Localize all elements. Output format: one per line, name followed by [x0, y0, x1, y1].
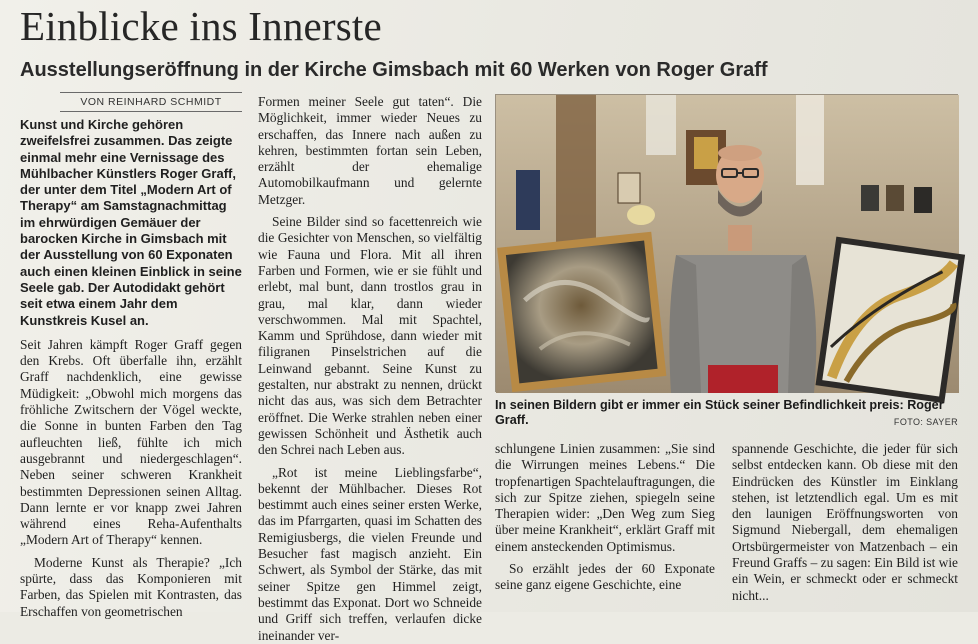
column-4: [732, 441, 958, 604]
headline: Einblicke ins Innerste: [20, 3, 382, 49]
lead-paragraph: Kunst und Kirche gehören zweifelsfrei zusammen. Das zeigte einmal mehr eine Vernissage des Mühlbacher Künstlers Roger Graff, der unter dem Titel „Modern Art of Therapy“ am Samstagnachmittag im ehrwürdigen Gemäuer der barocken Kirche in Gimsbach mit der Ausstellung von 60 Exponaten auch einen kleinen Einblick in seine Seele gab. Der Autodidakt gehört seit etwa einem Jahr dem Kunstkreis Kusel an.: [20, 117, 242, 328]
body-paragraph: „Rot ist meine Lieblingsfarbe“, bekennt der Mühlbacher. Dieses Rot bestimmt auch eines seiner ersten Werke, das im Pfarrgarten, quasi im Schatten des Remigiusbergs, die vielen Freunde und Besucher fast magisch anzieht. Ein Schwert, als Symbol der Stärke, das mit seiner Spitze gen Himmel zeigt, bestimmt das Exponat. Dort wo Schneide und Griff sich treffen, verlaufen dicke ineinander ver-: [258, 464, 482, 643]
column-2: [258, 94, 482, 644]
byline: VON REINHARD SCHMIDT: [80, 96, 222, 108]
body-paragraph: spannende Geschichte, die jeder für sich selbst entdecken kann. Ob diese mit den Eindrücken des Künstler im Einklang stehen, ist letztendlich egal. Um es mit den launigen Eröffnungsworten von Sigmund Niebergall, dem ehemaligen Ortsbürgermeister von Matzenbach – ein Freund Graffs – zu sagen: Ein Bild ist wie ein Wein, er schmeckt oder er schmeckt nicht...: [732, 441, 958, 603]
subheadline: Ausstellungseröffnung in der Kirche Gimsbach mit 60 Werken von Roger Graff: [20, 59, 768, 81]
body-paragraph: So erzählt jedes der 60 Exponate seine ganz eigene Geschichte, eine: [495, 561, 715, 593]
column-3: [495, 441, 715, 594]
body-paragraph: Formen meiner Seele gut taten“. Die Möglichkeit, immer wieder Neues zu erschaffen, das Innere nach außen zu kehren, bestimmten fortan sein Leben, erzählt der ehemalige Automobilkaufmann und gelernte Metzger.: [258, 94, 482, 207]
photo-illustration: [496, 95, 959, 393]
body-paragraph: schlungene Linien zusammen: „Sie sind die Wirrungen meines Lebens.“ Die tropfenartigen Spachtelauftragungen, die sich zur Spitze ziehen, spiegeln seine Therapien wider: „Den Weg zum Sieg über meine Krankheit“, erklärt Graff mit einem ansteckenden Optimismus.: [495, 441, 715, 554]
byline-rule-top: [60, 92, 242, 93]
artist-photo: [495, 94, 958, 392]
body-paragraph: Seine Bilder sind so facettenreich wie die Gesichter von Menschen, so vielfältig wie Fauna und Flora. Mit all ihren Farben und Formen, wie er sie fühlt und erlebt, mal bunt, dann trostlos grau in grau, mal klar, dann wieder verschwommen. Mal mit Spachtel, Kamm und Sprühdose, dann wieder mit filigranen Pinselstrichen auf die Leinwand gebannt. Seine Kunst zu gestalten, nur abstrakt zu nennen, drückt nicht das aus, was sich dem Betrachter eröffnet. Die Werke strahlen neben einer gewissen Schönheit und Ästhetik auch den Schrei nach Leben aus.: [258, 214, 482, 458]
body-paragraph: Moderne Kunst als Therapie? „Ich spürte, dass das Komponieren mit Farben, das Spielen mit Kontrasten, das Erschaffen von geometrischen: [20, 554, 242, 619]
byline-rule-bottom: [60, 111, 242, 112]
photo-caption: In seinen Bildern gibt er immer ein Stück seiner Befindlichkeit preis: Roger Graff.: [495, 398, 944, 427]
column-1: [20, 117, 242, 620]
photo-credit: FOTO: SAYER: [893, 417, 958, 427]
body-paragraph: Seit Jahren kämpft Roger Graff gegen den Krebs. Oft überfalle ihn, erzählt Graff nachdenklich, eine gewisse Müdigkeit: „Obwohl mich morgens das fröhliche Zwitschern der Vögel weckte, die Sonne in bunten Farben den Tag aufleuchten ließ, fühlte ich mich ausgebrannt und niedergeschlagen“. Neben seiner schweren Krankheit bestimmten Depressionen seinen Alltag. Dann lernte er vor knapp zwei Jahren während eines Reha-Aufenthalts „Modern Art of Therapy“ kennen.: [20, 336, 242, 548]
